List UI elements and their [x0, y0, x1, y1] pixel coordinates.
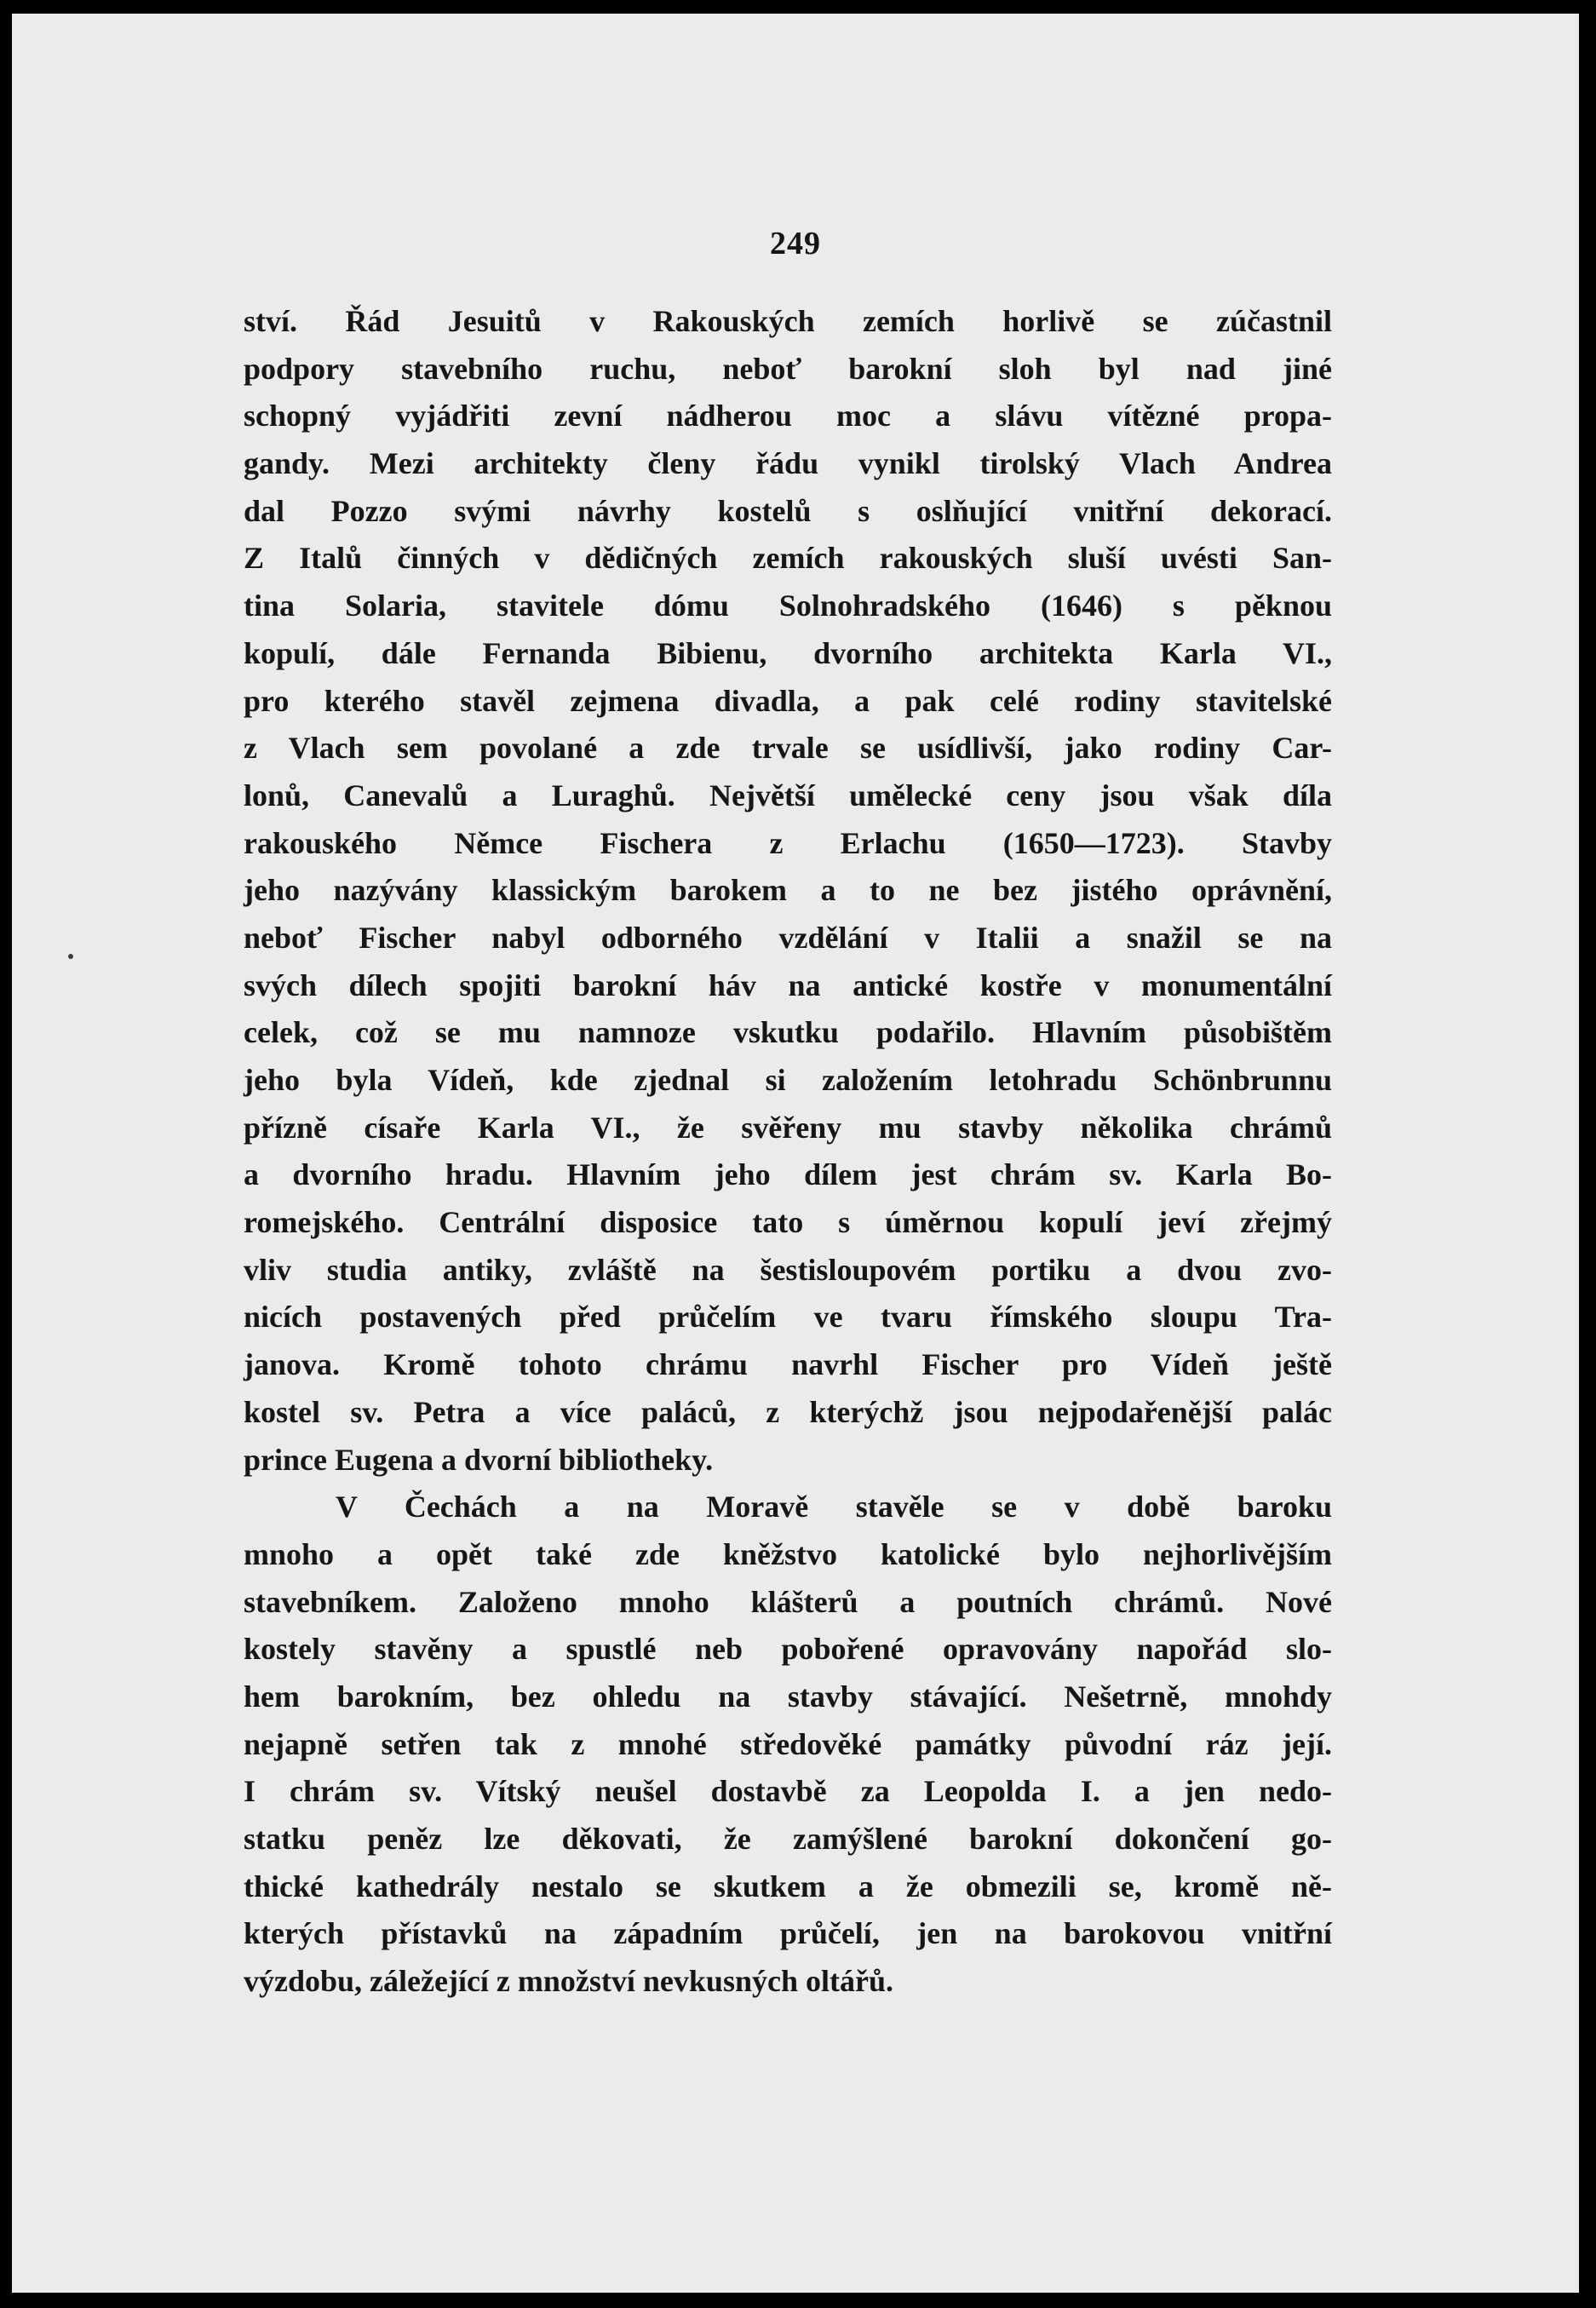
text-line: celek, což se mu namnoze vskutku podařilo. Hlavním působištěm	[244, 1015, 1332, 1050]
text-line: tina Solaria, stavitele dómu Solnohradského (1646) s pěknou	[244, 588, 1332, 623]
text-line: romejského. Centrální disposice tato s úměrnou kopulí jeví zřejmý	[244, 1205, 1332, 1240]
text-line: rakouského Němce Fischera z Erlachu (1650—1723). Stavby	[244, 825, 1332, 860]
text-line: jeho byla Vídeň, kde zjednal si založením letohradu Schönbrunnu	[244, 1063, 1332, 1097]
margin-speck	[68, 954, 73, 959]
text-line: stavebníkem. Založeno mnoho klášterů a poutních chrámů. Nové	[244, 1584, 1332, 1619]
text-line: V Čechách a na Moravě stavěle se v době baroku	[336, 1490, 1332, 1524]
text-line: kopulí, dále Fernanda Bibienu, dvorního architekta Karla VI.,	[244, 635, 1332, 670]
text-line: pro kterého stavěl zejmena divadla, a pak celé rodiny stavitelské	[244, 683, 1332, 718]
text-line: neboť Fischer nabyl odborného vzdělání v Italii a snažil se na	[244, 920, 1332, 955]
text-line: kostely stavěny a spustlé neb pobořené opravovány napořád slo-	[244, 1632, 1332, 1667]
text-line: gandy. Mezi architekty členy řádu vynikl tirolský Vlach Andrea	[244, 446, 1332, 481]
text-line: svých dílech spojiti barokní háv na antické kostře v monumentální	[244, 967, 1332, 1002]
text-line: ství. Řád Jesuitů v Rakouských zemích horlivě se zúčastnil	[244, 304, 1332, 338]
text-line: a dvorního hradu. Hlavním jeho dílem jest chrám sv. Karla Bo-	[244, 1157, 1332, 1192]
text-line: janova. Kromě tohoto chrámu navrhl Fischer pro Vídeň ještě	[244, 1347, 1332, 1382]
text-line: nicích postavených před průčelím ve tvaru římského sloupu Tra-	[244, 1300, 1332, 1335]
text-line: výzdobu, záležející z množství nevkusných oltářů.	[244, 1964, 893, 1999]
page-number: 249	[770, 226, 821, 261]
text-line: vliv studia antiky, zvláště na šestisloupovém portiku a dvou zvo-	[244, 1252, 1332, 1287]
text-line: z Vlach sem povolané a zde trvale se usídlivší, jako rodiny Car-	[244, 731, 1332, 766]
text-line: schopný vyjádřiti zevní nádherou moc a slávu vítězné propa-	[244, 399, 1332, 433]
text-line: dal Pozzo svými návrhy kostelů s oslňující vnitřní dekorací.	[244, 493, 1332, 528]
text-line: kostel sv. Petra a více paláců, z kterýchž jsou nejpodařenější palác	[244, 1394, 1332, 1429]
text-line: přízně císaře Karla VI., že svěřeny mu stavby několika chrámů	[244, 1110, 1332, 1145]
book-page	[12, 14, 1579, 2293]
text-line: prince Eugena a dvorní bibliotheky.	[244, 1442, 714, 1477]
text-line: hem barokním, bez ohledu na stavby stávající. Nešetrně, mnohdy	[244, 1679, 1332, 1714]
text-line: podpory stavebního ruchu, neboť barokní sloh byl nad jiné	[244, 351, 1332, 386]
text-line: nejapně setřen tak z mnohé středověké památky původní ráz její.	[244, 1726, 1332, 1761]
text-line: mnoho a opět také zde kněžstvo katolické bylo nejhorlivějším	[244, 1536, 1332, 1571]
text-line: lonů, Canevalů a Luraghů. Největší umělecké ceny jsou však díla	[244, 778, 1332, 812]
text-line: jeho nazývány klassickým barokem a to ne bez jistého oprávnění,	[244, 873, 1332, 908]
text-line: Z Italů činných v dědičných zemích rakouských sluší uvésti San-	[244, 541, 1332, 576]
text-line: I chrám sv. Vítský neušel dostavbě za Leopolda I. a jen nedo-	[244, 1774, 1332, 1809]
text-line: kterých přístavků na západním průčelí, jen na barokovou vnitřní	[244, 1916, 1332, 1951]
body-text	[244, 298, 1332, 2006]
text-line: statku peněz lze děkovati, že zamýšlené barokní dokončení go-	[244, 1822, 1332, 1856]
text-line: thické kathedrály nestalo se skutkem a že obmezili se, kromě ně-	[244, 1869, 1332, 1903]
